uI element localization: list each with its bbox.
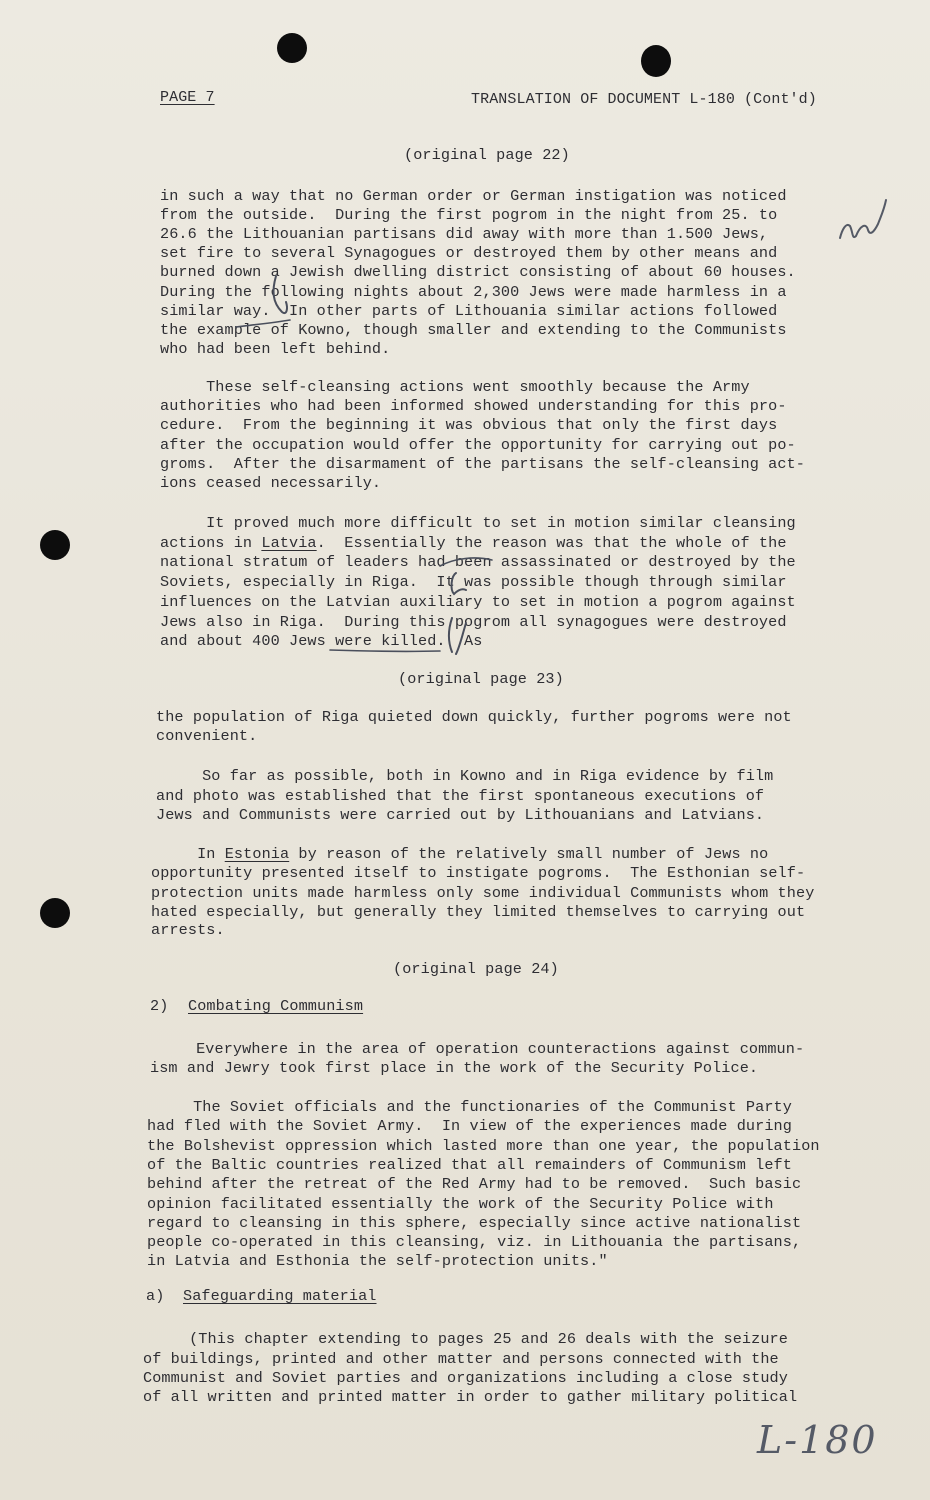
text-line: 26.6 the Lithouanian partisans did away with more than 1.500 Jews, — [160, 225, 769, 243]
original-page-marker: (original page 23) — [398, 670, 564, 688]
bracket-mark — [452, 573, 466, 594]
text-line: convenient. — [156, 727, 258, 745]
text-line: During the following nights about 2,300 Jews were made harmless in a — [160, 283, 787, 301]
initials-mark — [840, 200, 886, 238]
text-line: So far as possible, both in Kowno and in Riga evidence by film — [156, 767, 774, 785]
text-line: Jews also in Riga. During this pogrom all synagogues were destroyed — [160, 613, 787, 631]
section-number: 2) — [150, 997, 169, 1015]
original-page-marker: (original page 22) — [404, 146, 570, 164]
section-title: Safeguarding material — [183, 1287, 377, 1305]
text-line: from the outside. During the first pogrom in the night from 25. to — [160, 206, 778, 224]
text-line: hated especially, but generally they limited themselves to carrying out — [151, 903, 806, 921]
text-line: influences on the Latvian auxiliary to set in motion a pogrom against — [160, 593, 796, 611]
text-line: people co-operated in this cleansing, viz. in Lithouania the partisans, — [147, 1233, 802, 1251]
text-line: opportunity presented itself to instigate pogroms. The Esthonian self- — [151, 864, 806, 882]
text-line: the Bolshevist oppression which lasted more than one year, the population — [147, 1137, 820, 1155]
text-line: similar way. In other parts of Lithouania similar actions followed — [160, 302, 778, 320]
text-span: . Essentially the reason was that the whole of the — [316, 534, 787, 552]
document-title: TRANSLATION OF DOCUMENT L-180 (Cont'd) — [471, 91, 817, 108]
section-title: Combating Communism — [188, 997, 364, 1015]
text-line: the population of Riga quieted down quickly, further pogroms were not — [156, 708, 792, 726]
text-line: opinion facilitated essentially the work of the Security Police with — [147, 1195, 774, 1213]
text-line: of the Baltic countries realized that all remainders of Communism left — [147, 1156, 792, 1174]
text-line: and about 400 Jews were killed. As — [160, 632, 483, 650]
text-line: burned down a Jewish dwelling district consisting of about 60 houses. — [160, 263, 796, 281]
text-line: (This chapter extending to pages 25 and 26 deals with the seizure — [143, 1330, 788, 1348]
text-line: protection units made harmless only some individual Communists whom they — [151, 884, 815, 902]
text-line: It proved much more difficult to set in motion similar cleansing — [160, 514, 796, 532]
underlined-place-name: Estonia — [224, 845, 290, 863]
section-number: a) — [146, 1287, 165, 1305]
text-line: ions ceased necessarily. — [160, 474, 382, 492]
bracket-mark — [274, 276, 287, 313]
text-line: national stratum of leaders had been assassinated or destroyed by the — [160, 553, 796, 571]
text-line: regard to cleansing in this sphere, especially since active nationalist — [147, 1214, 802, 1232]
text-line: ism and Jewry took first place in the work of the Security Police. — [150, 1059, 759, 1077]
text-line: had fled with the Soviet Army. In view of the experiences made during — [147, 1117, 792, 1135]
text-line: Soviets, especially in Riga. It was possible though through similar — [160, 573, 787, 591]
text-line: set fire to several Synagogues or destroyed them by other means and — [160, 244, 778, 262]
text-line: of buildings, printed and other matter and persons connected with the — [143, 1350, 779, 1368]
bracket-mark — [456, 623, 466, 654]
text-line: in Latvia and Esthonia the self-protection units." — [147, 1252, 608, 1270]
text-line: arrests. — [151, 921, 225, 939]
text-line: cedure. From the beginning it was obvious that only the first days — [160, 416, 778, 434]
handwritten-document-id: L-180 — [757, 1418, 878, 1462]
text-line: the example of Kowno, though smaller and extending to the Communists — [160, 321, 787, 339]
text-line: authorities who had been informed showed understanding for this pro- — [160, 397, 787, 415]
text-line: Communist and Soviet parties and organizations including a close study — [143, 1369, 788, 1387]
text-line: and photo was established that the first spontaneous executions of — [156, 787, 765, 805]
text-line: Everywhere in the area of operation counteractions against commun- — [150, 1040, 805, 1058]
text-line: in such a way that no German order or German instigation was noticed — [160, 187, 787, 205]
text-line: The Soviet officials and the functionaries of the Communist Party — [147, 1098, 792, 1116]
bracket-mark — [449, 618, 452, 652]
strike-mark — [440, 558, 492, 566]
underline-mark — [330, 650, 440, 651]
original-page-marker: (original page 24) — [393, 960, 559, 978]
text-line: after the occupation would offer the opportunity for carrying out po- — [160, 436, 796, 454]
text-line: who had been left behind. — [160, 340, 391, 358]
text-line: of all written and printed matter in order to gather military political — [143, 1388, 798, 1406]
underline-mark — [236, 320, 290, 327]
text-line: These self-cleansing actions went smoothly because the Army — [160, 378, 750, 396]
text-span: In — [151, 845, 225, 863]
text-line: groms. After the disarmament of the partisans the self-cleansing act- — [160, 455, 805, 473]
text-line: Jews and Communists were carried out by Lithouanians and Latvians. — [156, 806, 765, 824]
text-span: by reason of the relatively small number of Jews no — [289, 845, 769, 863]
underlined-place-name: Latvia — [261, 534, 317, 552]
page-label: PAGE 7 — [160, 89, 215, 106]
text-line: behind after the retreat of the Red Army had to be removed. Such basic — [147, 1175, 802, 1193]
text-span: actions in — [160, 534, 262, 552]
